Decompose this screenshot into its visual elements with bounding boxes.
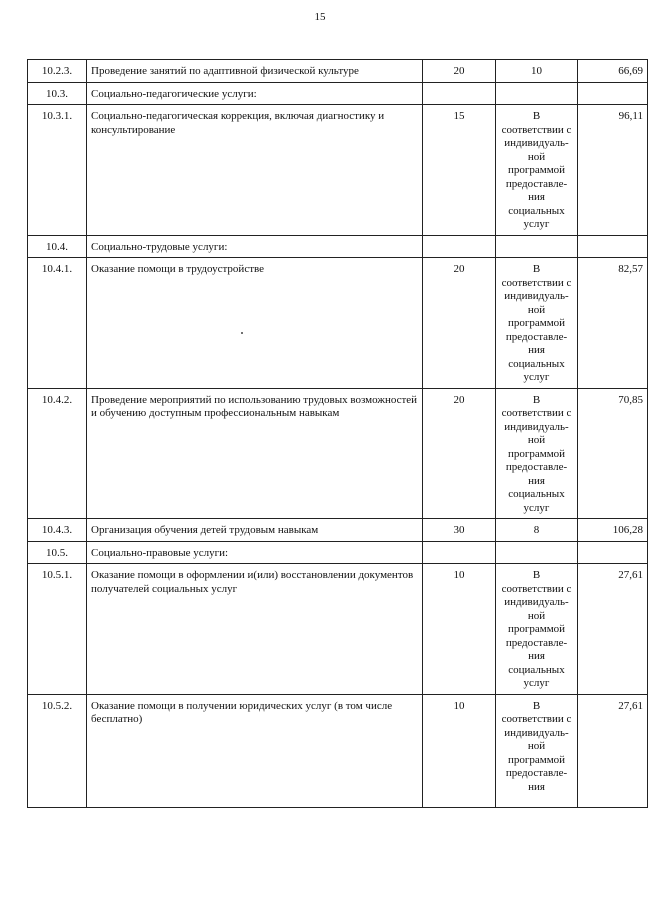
table-row	[28, 388, 648, 519]
row-number: 10.5.1.	[28, 564, 87, 695]
value-a: 10	[423, 564, 496, 695]
term-line: ной	[527, 303, 546, 316]
value-a	[423, 235, 496, 258]
term-line: социальных	[508, 204, 565, 217]
tariff-value	[578, 541, 648, 564]
term-line: В	[532, 110, 541, 122]
table-row	[28, 60, 648, 83]
term-cell	[496, 694, 578, 807]
table-row	[28, 519, 648, 542]
table-row	[28, 235, 648, 258]
tariff-value: 82,57	[578, 258, 648, 389]
term-line: В	[532, 393, 541, 406]
term-line: программой	[507, 317, 566, 329]
term-line: индивидуаль-	[504, 420, 569, 433]
term-line: ния	[528, 780, 545, 793]
tariff-value: 66,69	[578, 60, 648, 83]
term-line: соответствии с	[501, 407, 572, 419]
term-line: программой	[507, 164, 566, 176]
term-line: услуг	[523, 218, 550, 230]
table-row	[28, 541, 648, 564]
tariff-value	[578, 82, 648, 105]
term-line: предоставле-	[505, 330, 568, 343]
term-line: предоставле-	[505, 636, 568, 649]
term-line: индивидуаль-	[504, 726, 569, 739]
term-line: услуг	[523, 371, 550, 383]
term-line: индивидуаль-	[504, 137, 569, 149]
value-b	[496, 541, 578, 564]
value-b	[496, 82, 578, 105]
table-row	[28, 258, 648, 389]
term-line: индивидуаль-	[504, 290, 569, 302]
section-title: Социально-правовые услуги:	[87, 541, 423, 564]
tariff-value: 70,85	[578, 388, 648, 519]
value-b	[496, 235, 578, 258]
value-a: 20	[423, 258, 496, 389]
term-line: услуг	[523, 677, 550, 689]
table-row	[28, 82, 648, 105]
term-line: В	[532, 699, 541, 712]
term-cell	[496, 105, 578, 236]
value-a	[423, 82, 496, 105]
table-row	[28, 105, 648, 236]
row-number: 10.4.3.	[28, 519, 87, 542]
value-b: 8	[496, 519, 578, 542]
row-number: 10.2.3.	[28, 60, 87, 83]
term-line: социальных	[508, 357, 565, 370]
service-name: Социально-педагогическая коррекция, включая диагностику и консультирование	[87, 105, 423, 236]
section-title: Социально-трудовые услуги:	[87, 235, 423, 258]
term-line: ной	[527, 434, 546, 446]
term-line: ной	[527, 609, 546, 622]
value-a	[423, 541, 496, 564]
table-row	[28, 564, 648, 695]
term-line: соответствии с	[501, 123, 572, 136]
term-line: ной	[527, 150, 546, 163]
term-cell	[496, 388, 578, 519]
row-number: 10.5.2.	[28, 694, 87, 807]
term-line: ния	[528, 650, 545, 662]
term-line: соответствии с	[501, 582, 572, 595]
term-line: предоставле-	[505, 177, 568, 190]
value-a: 10	[423, 694, 496, 807]
service-name: Проведение занятий по адаптивной физической культуре	[87, 60, 423, 83]
service-name: Проведение мероприятий по использованию трудовых возможностей и обучению доступным профессиональным навыкам	[87, 388, 423, 519]
service-name: Оказание помощи в оформлении и(или) восстановлении документов получателей социальных услуг	[87, 564, 423, 695]
page-number: 15	[314, 11, 326, 23]
term-line: программой	[507, 753, 566, 766]
table-row	[28, 694, 648, 807]
value-a: 15	[423, 105, 496, 236]
value-a: 20	[423, 388, 496, 519]
term-line: ния	[528, 474, 545, 487]
value-b: 10	[496, 60, 578, 83]
term-line: соответствии с	[501, 713, 572, 725]
term-line: индивидуаль-	[504, 596, 569, 608]
tariff-value: 27,61	[578, 694, 648, 807]
tariff-value: 96,11	[578, 105, 648, 236]
tariff-value	[578, 235, 648, 258]
term-line: ния	[528, 344, 545, 356]
term-line: ной	[527, 740, 546, 752]
term-line: программой	[507, 447, 566, 460]
services-table	[27, 59, 648, 808]
service-name: Оказание помощи в трудоустройстве	[87, 258, 423, 389]
term-line: предоставле-	[505, 461, 568, 473]
term-line: В	[532, 569, 541, 581]
service-name: Организация обучения детей трудовым навыкам	[87, 519, 423, 542]
term-cell	[496, 258, 578, 389]
term-line: предоставле-	[505, 767, 568, 779]
term-line: ния	[528, 191, 545, 203]
row-number: 10.3.1.	[28, 105, 87, 236]
tariff-value: 106,28	[578, 519, 648, 542]
row-number: 10.4.1.	[28, 258, 87, 389]
service-name: Оказание помощи в получении юридических услуг (в том числе бесплатно)	[87, 694, 423, 807]
term-line: В	[532, 263, 541, 275]
value-a: 30	[423, 519, 496, 542]
term-line: социальных	[508, 663, 565, 676]
row-number: 10.4.	[28, 235, 87, 258]
row-number: 10.3.	[28, 82, 87, 105]
term-line: социальных	[508, 488, 565, 500]
term-line: услуг	[523, 501, 550, 514]
tariff-value: 27,61	[578, 564, 648, 695]
row-number: 10.5.	[28, 541, 87, 564]
term-line: программой	[507, 623, 566, 635]
row-number: 10.4.2.	[28, 388, 87, 519]
section-title: Социально-педагогические услуги:	[87, 82, 423, 105]
term-cell	[496, 564, 578, 695]
term-line: соответствии с	[501, 276, 572, 289]
value-a: 20	[423, 60, 496, 83]
scan-speck	[241, 332, 243, 334]
